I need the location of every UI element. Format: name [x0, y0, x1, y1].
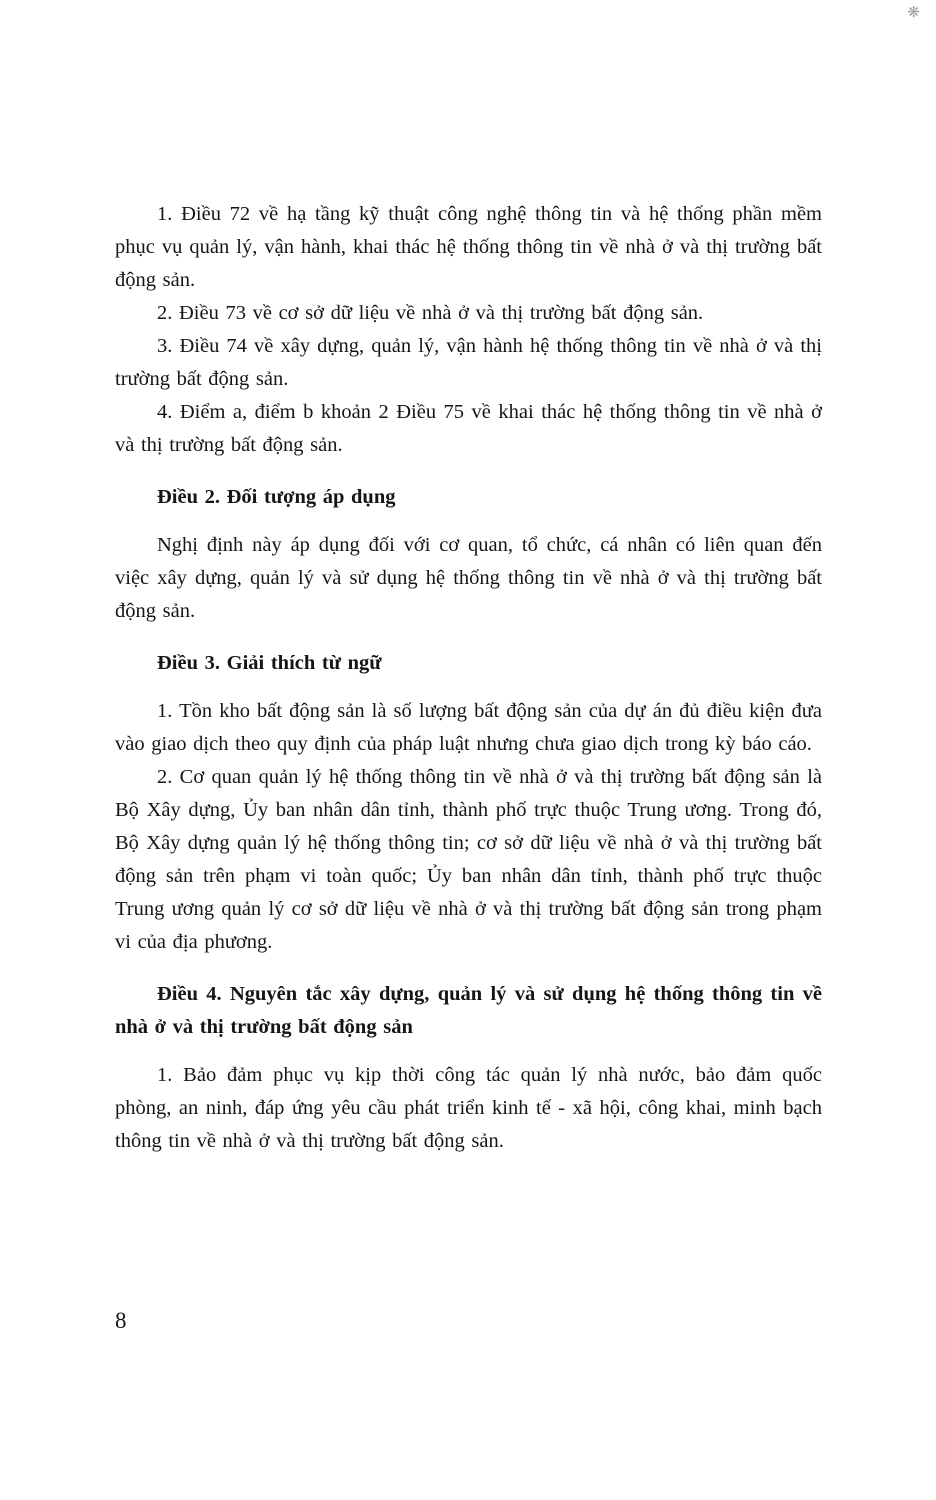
flower-icon: ❋ [907, 5, 920, 21]
page-number: 8 [115, 1308, 127, 1333]
body-paragraph: Nghị định này áp dụng đối với cơ quan, tổ chức, cá nhân có liên quan đến việc xây dựng, quản lý và sử dụng hệ thống thông tin về nhà ở và thị trường bất động sản. [115, 534, 822, 622]
section-heading: Điều 3. Giải thích từ ngữ [157, 652, 382, 674]
page-content [115, 198, 822, 1158]
body-paragraph: 4. Điểm a, điểm b khoản 2 Điều 75 về khai thác hệ thống thông tin về nhà ở và thị trường bất động sản. [115, 401, 822, 456]
body-paragraph: 2. Cơ quan quản lý hệ thống thông tin về nhà ở và thị trường bất động sản là Bộ Xây dựng, Ủy ban nhân dân tỉnh, thành phố trực thuộc Trung ương. Trong đó, Bộ Xây dựng quản lý hệ thống thông tin; cơ sở dữ liệu về nhà ở và thị trường bất động sản trên phạm vi toàn quốc; Ủy ban nhân dân tỉnh, thành phố trực thuộc Trung ương quản lý cơ sở dữ liệu về nhà ở và thị trường bất động sản trong phạm vi của địa phương. [115, 766, 822, 953]
body-paragraph: 1. Tồn kho bất động sản là số lượng bất động sản của dự án đủ điều kiện đưa vào giao dịch theo quy định của pháp luật nhưng chưa giao dịch trong kỳ báo cáo. [115, 700, 822, 755]
section-heading: Điều 2. Đối tượng áp dụng [157, 486, 396, 508]
body-paragraph: 1. Điều 72 về hạ tầng kỹ thuật công nghệ thông tin và hệ thống phần mềm phục vụ quản lý, vận hành, khai thác hệ thống thông tin về nhà ở và thị trường bất động sản. [115, 203, 822, 291]
body-paragraph: 1. Bảo đảm phục vụ kịp thời công tác quản lý nhà nước, bảo đảm quốc phòng, an ninh, đáp ứng yêu cầu phát triển kinh tế - xã hội, công khai, minh bạch thông tin về nhà ở và thị trường bất động sản. [115, 1064, 822, 1152]
section-heading: Điều 4. Nguyên tắc xây dựng, quản lý và sử dụng hệ thống thông tin về nhà ở và thị trường bất động sản [115, 983, 822, 1038]
body-paragraph: 2. Điều 73 về cơ sở dữ liệu về nhà ở và thị trường bất động sản. [157, 302, 704, 324]
body-paragraph: 3. Điều 74 về xây dựng, quản lý, vận hành hệ thống thông tin về nhà ở và thị trường bất động sản. [115, 335, 822, 390]
